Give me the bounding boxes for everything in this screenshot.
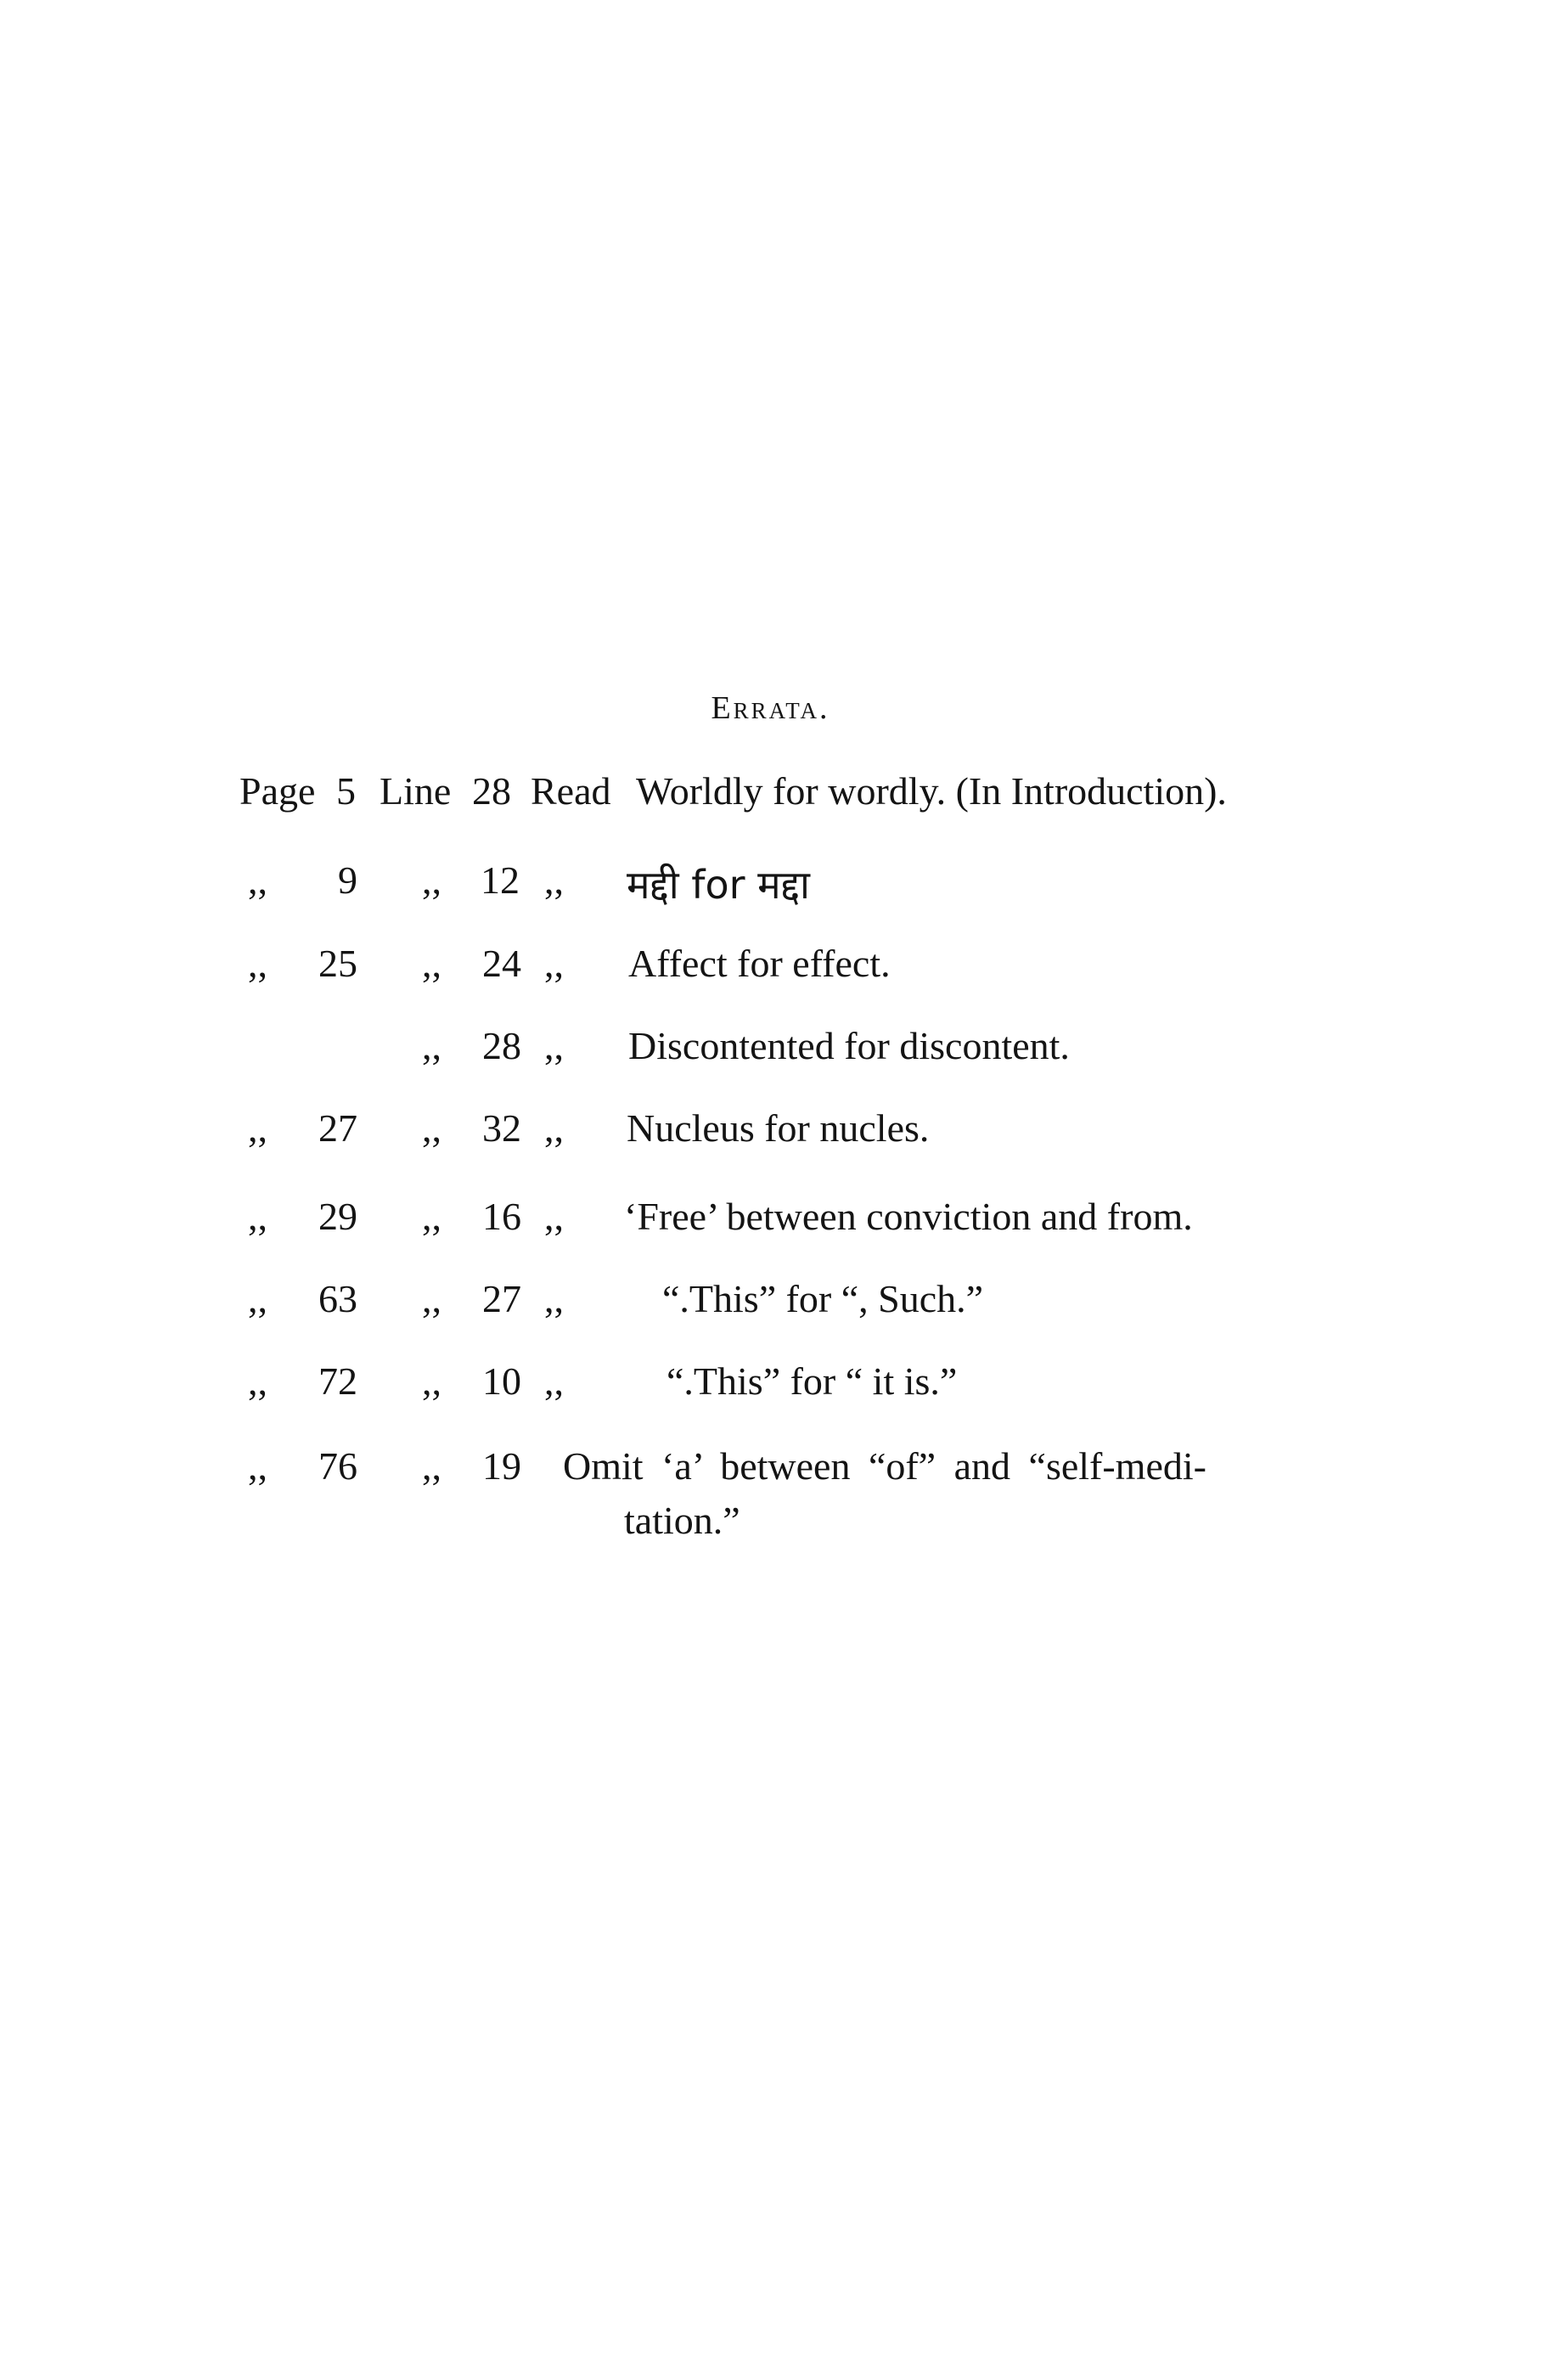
line-number: 28	[472, 769, 511, 813]
page-label: Page	[239, 769, 316, 813]
errata-row	[0, 768, 1541, 828]
correction-text: Nucleus for nucles.	[627, 1106, 930, 1150]
page-ditto: ,,	[248, 942, 267, 985]
page-number: 9	[338, 858, 357, 902]
line-number: 27	[482, 1277, 521, 1320]
line-number: 32	[482, 1106, 521, 1150]
page-number: 72	[318, 1359, 357, 1403]
page-number: 27	[318, 1106, 357, 1150]
errata-row	[0, 1276, 1541, 1336]
line-number: 19	[482, 1444, 521, 1488]
correction-text: “.This” for “ it is.”	[666, 1359, 958, 1403]
line-ditto: ,,	[422, 1359, 441, 1403]
line-ditto: ,,	[422, 1106, 441, 1150]
page-ditto: ,,	[248, 1277, 267, 1320]
line-label: Line	[380, 769, 452, 813]
correction-text: Omit ‘a’ between “of” and “self-medi-	[563, 1444, 1206, 1488]
page-number: 29	[318, 1195, 357, 1238]
correction-text: “.This” for “, Such.”	[662, 1277, 984, 1320]
errata-row	[0, 941, 1541, 1000]
read-label: Read	[531, 769, 611, 813]
page-number: 76	[318, 1444, 357, 1488]
line-number: 12	[481, 858, 520, 902]
errata-row	[0, 1443, 1541, 1503]
page-number: 63	[318, 1277, 357, 1320]
correction-text: ‘Free’ between conviction and from.	[624, 1195, 1193, 1238]
page-title: Errata.	[711, 690, 830, 726]
errata-row	[0, 1359, 1541, 1418]
line-ditto: ,,	[422, 1444, 441, 1488]
errata-row	[0, 1106, 1541, 1165]
page-ditto: ,,	[248, 1359, 267, 1403]
correction-text: Affect for effect.	[628, 942, 891, 985]
read-ditto: ,,	[544, 1359, 564, 1403]
correction-continuation: tation.”	[624, 1499, 740, 1542]
line-ditto: ,,	[422, 858, 441, 902]
page-number: 25	[318, 942, 357, 985]
correction-text: Worldly for wordly. (In Introduction).	[636, 769, 1227, 813]
page-ditto: ,,	[248, 858, 267, 902]
line-number: 10	[482, 1359, 521, 1403]
errata-row	[0, 1023, 1541, 1083]
read-ditto: ,,	[544, 858, 564, 902]
line-ditto: ,,	[422, 1024, 441, 1067]
read-ditto: ,,	[544, 1024, 564, 1067]
errata-row	[0, 858, 1541, 917]
read-ditto: ,,	[544, 1195, 564, 1238]
page-ditto: ,,	[248, 1444, 267, 1488]
read-ditto: ,,	[544, 942, 564, 985]
line-ditto: ,,	[422, 1195, 441, 1238]
errata-row	[0, 1194, 1541, 1253]
page-number: 5	[336, 769, 356, 813]
correction-text: Discontented for discontent.	[628, 1024, 1070, 1067]
line-number: 16	[482, 1195, 521, 1238]
read-ditto: ,,	[544, 1277, 564, 1320]
read-ditto: ,,	[544, 1106, 564, 1150]
line-number: 24	[482, 942, 521, 985]
line-ditto: ,,	[422, 942, 441, 985]
line-number: 28	[482, 1024, 521, 1067]
correction-text: मद्दी for मद्दा	[627, 862, 810, 908]
line-ditto: ,,	[422, 1277, 441, 1320]
page-ditto: ,,	[248, 1195, 267, 1238]
page-ditto: ,,	[248, 1106, 267, 1150]
